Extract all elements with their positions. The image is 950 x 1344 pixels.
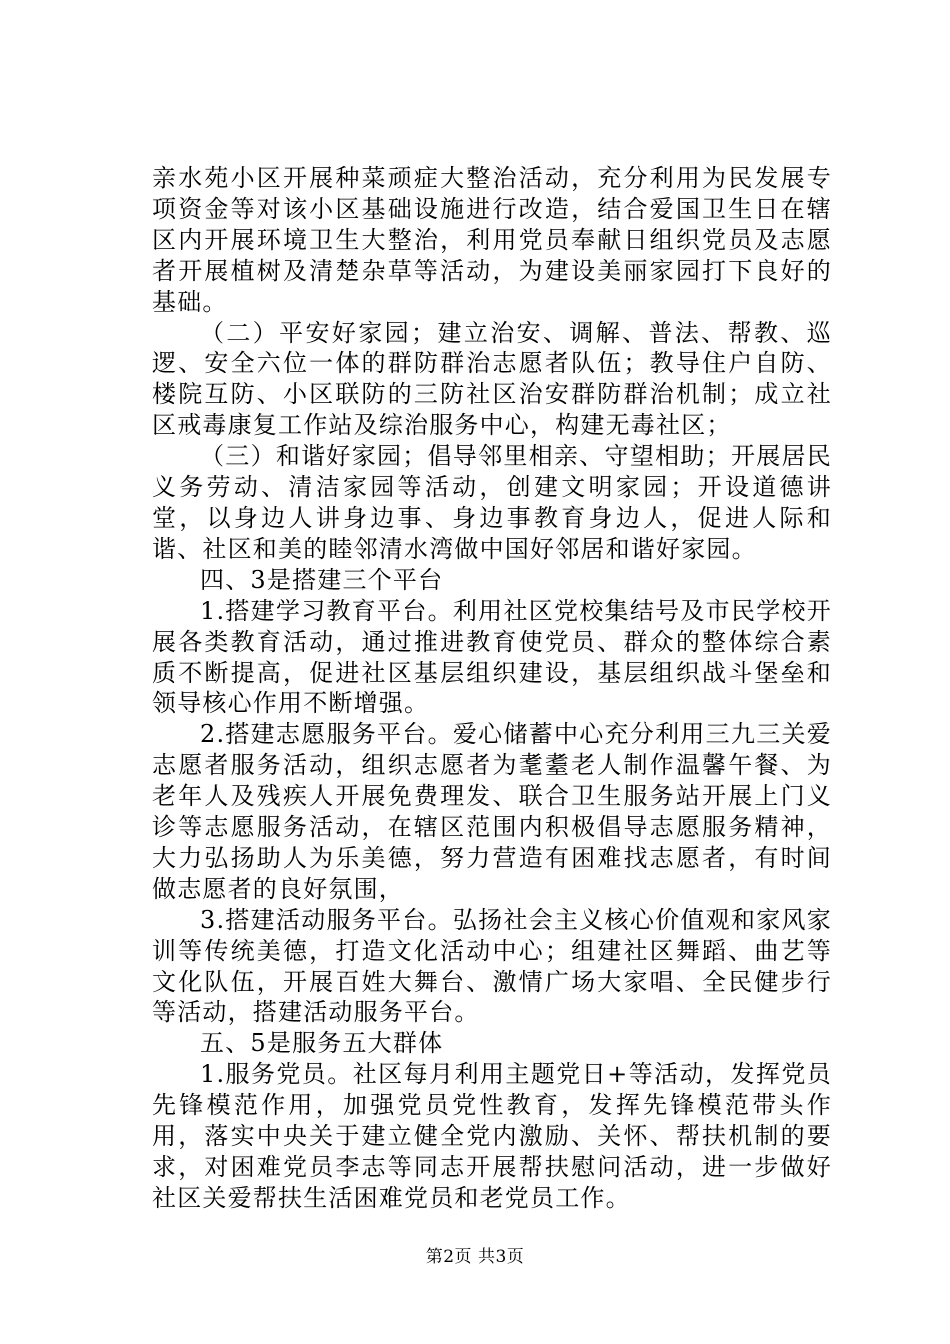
section-heading-5: 五、5是服务五大群体 — [200, 1029, 444, 1058]
paragraph-1: 亲水苑小区开展种菜顽症大整治活动，充分利用为民发展专项资金等对该小区基础设施进行改造，结合爱国卫生日在辖区内开展环境卫生大整治，利用党员奉献日组织党员及志愿者开展植树及清楚杂草等活动，为建设美丽家园打下良好的基础。 — [152, 164, 832, 316]
paragraph-9: 1.服务党员。社区每月利用主题党日+等活动，发挥党员先锋模范作用，加强党员党性教育，发挥先锋模范带头作用，落实中央关于建立健全党内激励、关怀、帮扶机制的要求，对困难党员李志等同志开展帮扶慰问活动，进一步做好社区关爱帮扶生活困难党员和老党员工作。 — [152, 1060, 832, 1212]
document-body — [152, 163, 832, 1214]
section-heading-4: 四、3是搭建三个平台 — [200, 565, 444, 594]
paragraph-6: 2.搭建志愿服务平台。爱心储蓄中心充分利用三九三关爱志愿者服务活动，组织志愿者为耄耋老人制作温馨午餐、为老年人及残疾人开展免费理发、联合卫生服务站开展上门义诊等志愿服务活动，在辖区范围内积极倡导志愿服务精神，大力弘扬助人为乐美德，努力营造有困难找志愿者，有时间做志愿者的良好氛围， — [152, 720, 832, 903]
paragraph-7: 3.搭建活动服务平台。弘扬社会主义核心价值观和家风家训等传统美德，打造文化活动中心；组建社区舞蹈、曲艺等文化队伍，开展百姓大舞台、激情广场大家唱、全民健步行等活动，搭建活动服务平台。 — [152, 905, 832, 1027]
paragraph-3: （三）和谐好家园；倡导邻里相亲、守望相助；开展居民义务劳动、清洁家园等活动，创建文明家园；开设道德讲堂，以身边人讲身边事、身边事教育身边人，促进人际和谐、社区和美的睦邻清水湾做中国好邻居和谐好家园。 — [152, 442, 832, 563]
paragraph-5: 1.搭建学习教育平台。利用社区党校集结号及市民学校开展各类教育活动，通过推进教育使党员、群众的整体综合素质不断提高，促进社区基层组织建设，基层组织战斗堡垒和领导核心作用不断增强。 — [152, 596, 832, 718]
paragraph-2: （二）平安好家园；建立治安、调解、普法、帮教、巡逻、安全六位一体的群防群治志愿者队伍；教导住户自防、楼院互防、小区联防的三防社区治安群防群治机制；成立社区戒毒康复工作站及综治服务中心，构建无毒社区； — [152, 318, 832, 440]
page-footer: 第2页 共3页 — [425, 1247, 525, 1267]
